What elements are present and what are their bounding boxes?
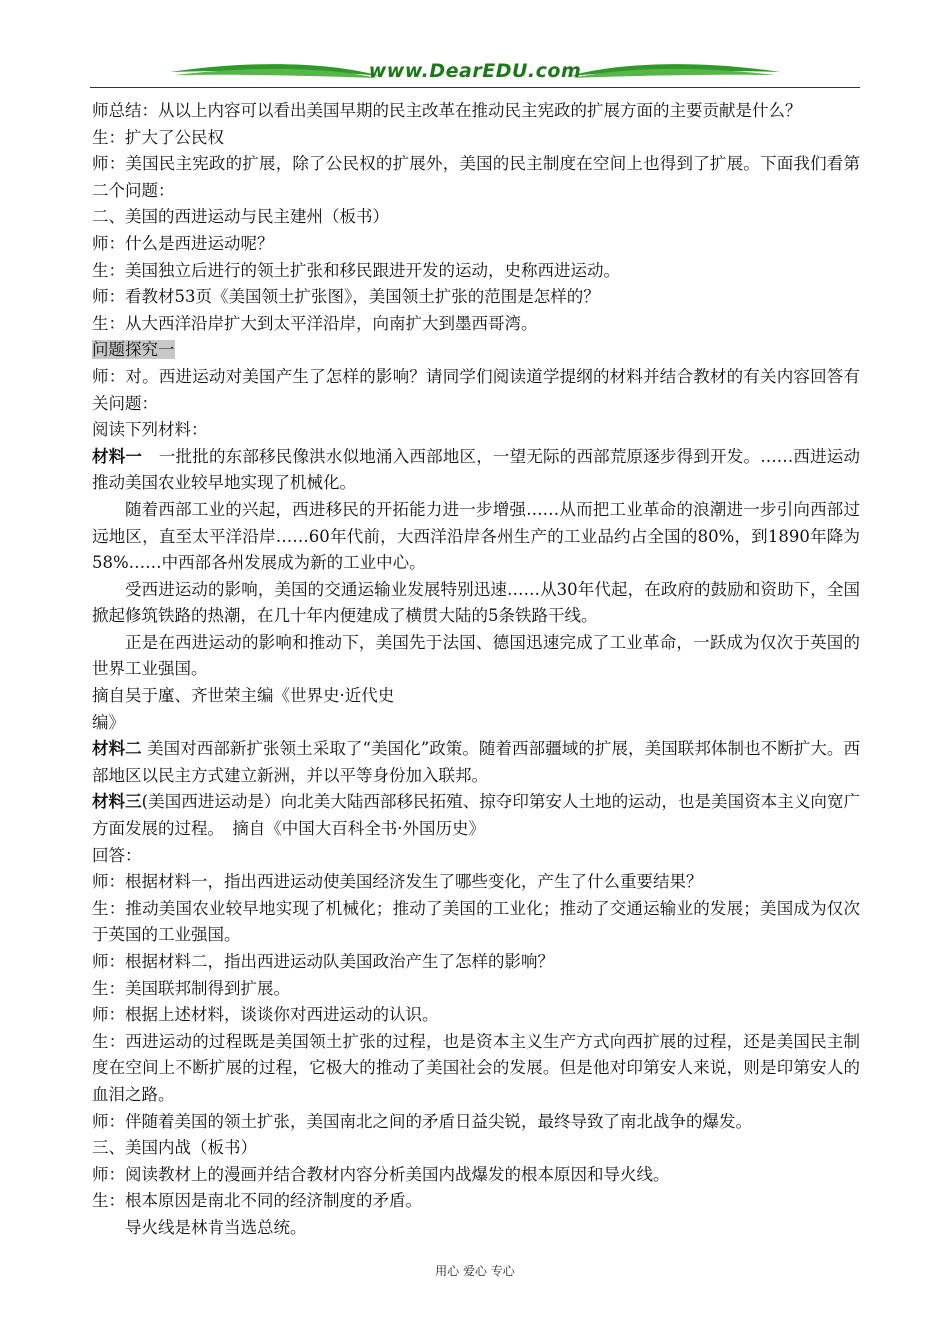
paragraph: 生：美国独立后进行的领土扩张和移民跟进开发的运动，史称西进运动。	[92, 260, 620, 280]
material-three	[92, 789, 860, 842]
paragraph: 生：根本原因是南北不同的经济制度的矛盾。	[92, 1191, 422, 1211]
material-label: 材料一	[92, 446, 143, 466]
site-header-banner	[90, 56, 860, 90]
document-body	[92, 98, 860, 1242]
section-heading: 三、美国内战（板书）	[92, 1138, 257, 1158]
site-logo-text: www.DearEDU.com	[368, 60, 582, 82]
section-heading: 二、美国的西进运动与民主建州（板书）	[92, 207, 389, 227]
material-label: 材料三	[92, 792, 142, 812]
paragraph: 师：伴随着美国的领土扩张，美国南北之间的矛盾日益尖锐，最终导致了南北战争的爆发。	[92, 1111, 752, 1131]
material-one-paragraph: 正是在西进运动的影响和推动下，美国先于法国、德国迅速完成了工业革命，一跃成为仅次于英国的世界工业强国。	[92, 632, 860, 679]
paragraph: 生：美国联邦制得到扩展。	[92, 978, 290, 998]
page-footer: 用心 爱心 专心	[435, 1264, 515, 1278]
paragraph: 师总结：从以上内容可以看出美国早期的民主改革在推动民主宪政的扩展方面的主要贡献是什么？	[92, 101, 802, 120]
material-two	[92, 736, 860, 789]
highlighted-heading: 问题探究一	[92, 340, 175, 360]
paragraph: 生：西进运动的过程既是美国领土扩张的过程，也是资本主义生产方式向西扩展的过程，还是美国民主制度在空间上不断扩展的过程，它极大的推动了美国社会的发展。但是他对印第安人来说，则是印第安人的血泪之路。	[92, 1031, 860, 1104]
material-label: 材料二	[92, 739, 142, 759]
material-one	[92, 444, 860, 497]
paragraph: 生：推动美国农业较早地实现了机械化；推动了美国的工业化；推动了交通运输业的发展；美国成为仅次于英国的工业强国。	[92, 898, 860, 945]
material-text: 一批批的东部移民像洪水似地涌入西部地区，一望无际的西部荒原逐步得到开发。……西进运动推动美国农业较早地实现了机械化。	[92, 446, 861, 493]
paragraph: 师：美国民主宪政的扩展，除了公民权的扩展外，美国的民主制度在空间上也得到了扩展。下面我们看第二个问题：	[92, 154, 860, 200]
paragraph: 师：根据材料二，指出西进运动队美国政治产生了怎样的影响？	[92, 952, 554, 971]
paragraph: 生：从大西洋沿岸扩大到太平洋沿岸，向南扩大到墨西哥湾。	[92, 313, 538, 333]
material-source: 摘自吴于廑、齐世荣主编《世界史·近代史	[92, 686, 395, 706]
paragraph: 师：根据上述材料，谈谈你对西进运动的认识。	[92, 1005, 439, 1025]
material-source-continued: 编》	[92, 712, 125, 732]
highlight-line	[92, 337, 860, 364]
paragraph: 师：根据材料一，指出西进运动使美国经济发生了哪些变化，产生了什么重要结果？	[92, 872, 703, 892]
paragraph: 导火线是林肯当选总统。	[125, 1217, 307, 1237]
header-divider	[90, 87, 860, 88]
paragraph: 师：对。西进运动对美国产生了怎样的影响？请同学们阅读道学提纲的材料并结合教材的有关内容回答有关问题：	[92, 366, 860, 413]
paragraph: 师：阅读教材上的漫画并结合教材内容分析美国内战爆发的根本原因和导火线。	[92, 1164, 670, 1184]
paragraph: 回答：	[92, 845, 142, 865]
material-one-paragraph: 随着西部工业的兴起，西进移民的开拓能力进一步增强……从而把工业革命的浪潮进一步引向西部过远地区，直至太平洋沿岸……60年代前，大西洋沿岸各州生产的工业品约占全国的80%，到1890年降为58%……中西部各州发展成为新的工业中心。	[92, 499, 860, 573]
paragraph: 阅读下列材料：	[92, 420, 208, 440]
paragraph: 师：什么是西进运动呢？	[92, 233, 274, 253]
material-text: 美国对西部新扩张领土采取了“美国化”政策。随着西部疆域的扩展，美国联邦体制也不断扩大。西部地区以民主方式建立新洲，并以平等身份加入联邦。	[92, 739, 860, 785]
material-text: (美国西进运动是）向北美大陆西部移民拓殖、掠夺印第安人土地的运动，也是美国资本主义向宽广方面发展的过程。 摘自《中国大百科全书·外国历史》	[92, 792, 861, 839]
paragraph: 师：看教材53页《美国领土扩张图》，美国领土扩张的范围是怎样的？	[92, 287, 600, 307]
paragraph: 生：扩大了公民权	[92, 127, 224, 147]
material-one-paragraph: 受西进运动的影响，美国的交通运输业发展特别迅速……从30年代起，在政府的鼓励和资助下，全国掀起修筑铁路的热潮，在几十年内便建成了横贯大陆的5条铁路干线。	[92, 579, 860, 626]
